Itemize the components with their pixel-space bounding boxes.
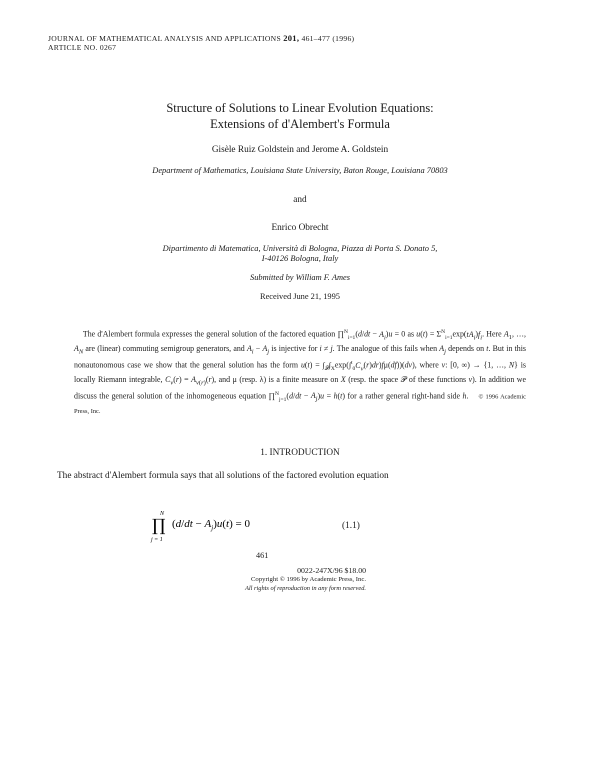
rights-notice: All rights of reproduction in any form reserved. <box>244 585 366 592</box>
second-author-affiliation-line-1: Dipartimento di Matematica, Università di Bologna, Piazza di Porta S. Donato 5, <box>162 244 438 253</box>
journal-volume: 201, <box>283 33 300 43</box>
page-number: 461 <box>256 551 269 560</box>
received-date: Received June 21, 1995 <box>259 292 340 301</box>
equation-body: $(d/dt - A_j)u(t) = 0$ <box>172 518 250 532</box>
paper-title-line-2: Extensions of d'Alembert's Formula <box>210 117 390 131</box>
product-symbol: ∏ <box>152 516 166 536</box>
second-author-affiliation-line-2: I-40126 Bologna, Italy <box>261 254 339 263</box>
submitted-by: Submitted by William F. Ames <box>250 273 350 282</box>
equation-1-1 <box>148 508 368 544</box>
author-conjunction: and <box>293 195 307 205</box>
article-number: ARTICLE NO. 0267 <box>48 43 117 52</box>
product-upper-limit: N <box>160 511 165 517</box>
abstract: The d'Alembert formula expresses the general solution of the factored equation ∏$^N_{i=1}$(d/dt − $A_i)u = 0$ as $u(t) = \Sigma^N_{i=1}\exp(tA_i)f_i$. Here $A_1$, …, $A_N$ are (linear) commuting semigroup generators, and $A_i - A_j$ is injective for i ≠ j. The analogue of this fails when $A_j$ depends on t. But in this nonautonomous case we show that the general solution has the form $u(t) = \int_𝒫\int_X\exp(\int^t_0C_v(r)dr)f\mu(df))(dv)$, where v: [0, ∞) → {1, …, N} is locally Riemann integrable, $C_v(r) = A_{v(r)}(r)$, and μ (resp. λ) is a finite measure on X (resp. the space 𝒫 of these functions v). In addition we discuss the general solution of the inhomogeneous equation ∏$^N_{j=1}$(d/dt − $A_j)u = h(t)$ for a rather general right-hand side h. © 1996 Academic Press, Inc. <box>74 329 526 415</box>
abstract-copyright: © 1996 Academic Press, Inc. <box>74 393 526 415</box>
paper-title-line-1: Structure of Solutions to Linear Evolution Equations: <box>166 101 434 115</box>
section-heading: 1. INTRODUCTION <box>260 448 340 458</box>
equation-number: (1.1) <box>342 521 360 531</box>
second-author-name: Enrico Obrecht <box>271 223 329 233</box>
publisher-copyright: Copyright © 1996 by Academic Press, Inc. <box>250 576 366 583</box>
journal-name: JOURNAL OF MATHEMATICAL ANALYSIS AND APPLICATIONS <box>48 34 281 43</box>
issn-price: 0022-247X/96 $18.00 <box>297 566 366 575</box>
introduction-paragraph: The abstract d'Alembert formula says that all solutions of the factored evolution equation <box>57 471 389 481</box>
product-lower-limit: j = 1 <box>151 537 163 543</box>
author-names: Gisèle Ruiz Goldstein and Jerome A. Goldstein <box>211 145 389 155</box>
journal-pages: 461–477 (1996) <box>301 34 355 43</box>
journal-header <box>48 33 354 43</box>
author-affiliation: Department of Mathematics, Louisiana State University, Baton Rouge, Louisiana 70803 <box>152 166 448 175</box>
